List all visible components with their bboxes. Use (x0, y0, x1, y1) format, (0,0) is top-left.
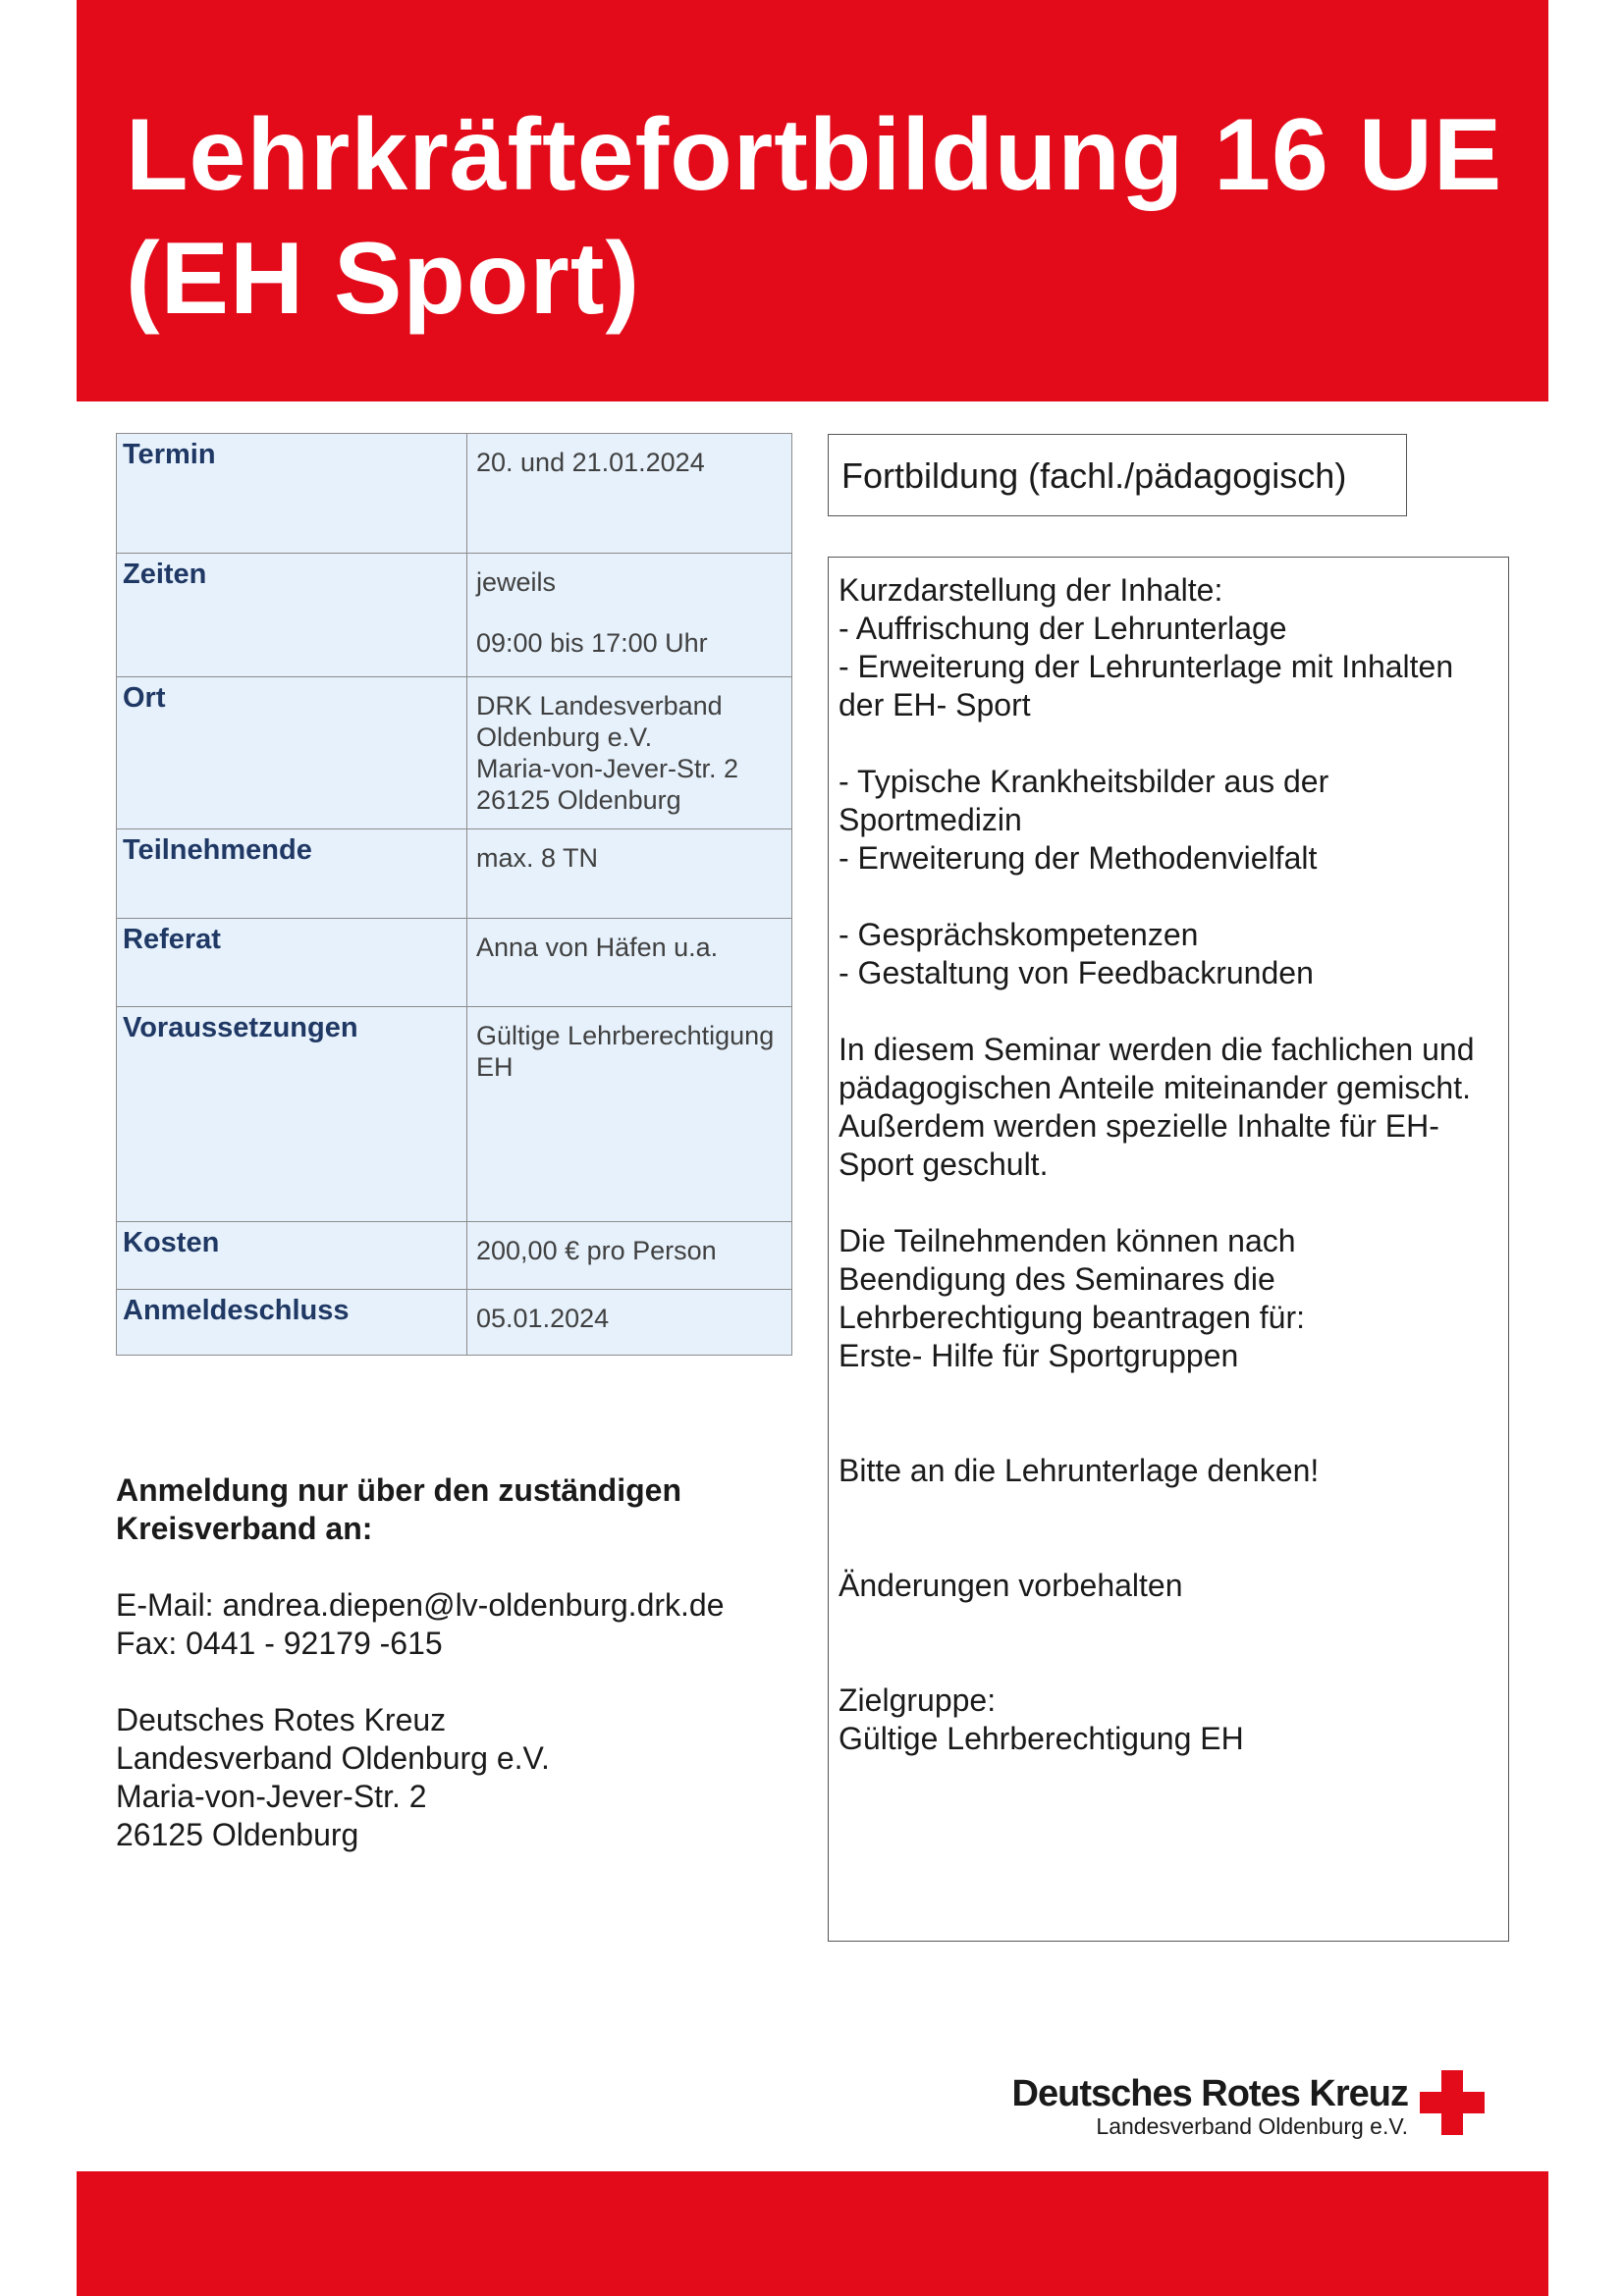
table-row (117, 919, 792, 1007)
row-value-teilnehmende (467, 829, 792, 919)
content-paragraph: Lehrberechtigung beantragen für: (839, 1300, 1306, 1335)
row-value-voraussetzungen (467, 1007, 792, 1222)
zeiten-value-2: 09:00 bis 17:00 Uhr (476, 628, 708, 658)
target-label: Zielgruppe: (839, 1682, 997, 1718)
registration-heading: Anmeldung nur über den zuständigen (116, 1472, 681, 1508)
table-row (117, 1007, 792, 1222)
anmeldeschluss-value: 05.01.2024 (476, 1304, 610, 1333)
title-line-2: (EH Sport) (126, 222, 641, 336)
row-label-referat: Referat (117, 919, 467, 1007)
drk-logo (972, 2068, 1488, 2141)
row-value-kosten (467, 1222, 792, 1290)
content-paragraph: pädagogischen Anteile miteinander gemischt. (839, 1070, 1471, 1105)
ort-value-1: DRK Landesverband (476, 691, 723, 721)
row-value-zeiten (467, 554, 792, 677)
content-paragraph: Sport geschult. (839, 1147, 1049, 1182)
content-item: - Erweiterung der Lehrunterlage mit Inhalten (839, 649, 1454, 684)
page-title (126, 93, 1502, 341)
row-label-teilnehmende: Teilnehmende (117, 829, 467, 919)
row-label-ort: Ort (117, 677, 467, 829)
content-item: Sportmedizin (839, 802, 1022, 837)
table-row (117, 554, 792, 677)
row-label-termin: Termin (117, 434, 467, 554)
red-cross-icon (1420, 2070, 1485, 2135)
referat-value: Anna von Häfen u.a. (476, 933, 719, 962)
zeiten-value-1: jeweils (476, 567, 557, 597)
ort-value-4: 26125 Oldenburg (476, 785, 681, 815)
ort-value-2: Oldenburg e.V. (476, 722, 653, 752)
table-row (117, 434, 792, 554)
address-line: Landesverband Oldenburg e.V. (116, 1740, 550, 1776)
footer-banner (77, 2171, 1548, 2296)
address-line: Maria-von-Jever-Str. 2 (116, 1779, 427, 1814)
address-line: 26125 Oldenburg (116, 1817, 359, 1852)
info-table (116, 433, 792, 1356)
registration-heading: Kreisverband an: (116, 1511, 373, 1546)
teilnehmende-value: max. 8 TN (476, 843, 599, 873)
content-item: der EH- Sport (839, 687, 1031, 722)
voraussetzungen-value-2: EH (476, 1052, 514, 1082)
content-item: - Erweiterung der Methodenvielfalt (839, 840, 1318, 876)
row-value-termin (467, 434, 792, 554)
content-paragraph: Außerdem werden spezielle Inhalte für EH- (839, 1108, 1439, 1144)
row-label-kosten: Kosten (117, 1222, 467, 1290)
termin-value: 20. und 21.01.2024 (476, 448, 705, 477)
ort-value-3: Maria-von-Jever-Str. 2 (476, 754, 739, 783)
changes-text: Änderungen vorbehalten (839, 1568, 1183, 1603)
table-row (117, 829, 792, 919)
table-row (117, 677, 792, 829)
category-box: Fortbildung (fachl./pädagogisch) (828, 434, 1407, 516)
kosten-value: 200,00 € pro Person (476, 1236, 717, 1265)
row-label-zeiten: Zeiten (117, 554, 467, 677)
title-line-1: Lehrkräftefortbildung 16 UE (126, 98, 1503, 212)
logo-name: Deutsches Rotes Kreuz (1011, 2073, 1408, 2114)
content-paragraph: Erste- Hilfe für Sportgruppen (839, 1338, 1239, 1373)
registration-fax: Fax: 0441 - 92179 -615 (116, 1626, 443, 1661)
content-paragraph: Die Teilnehmenden können nach (839, 1223, 1296, 1258)
row-value-ort (467, 677, 792, 829)
row-label-anmeldeschluss: Anmeldeschluss (117, 1290, 467, 1356)
voraussetzungen-value-1: Gültige Lehrberechtigung (476, 1021, 775, 1050)
registration-section (116, 1471, 784, 1854)
content-paragraph: Beendigung des Seminares die (839, 1261, 1275, 1297)
logo-subtitle: Landesverband Oldenburg e.V. (1096, 2113, 1408, 2139)
content-item: - Gestaltung von Feedbackrunden (839, 955, 1314, 990)
content-item: - Gesprächskompetenzen (839, 917, 1199, 952)
row-label-voraussetzungen: Voraussetzungen (117, 1007, 467, 1222)
table-row (117, 1222, 792, 1290)
content-heading: Kurzdarstellung der Inhalte: (839, 572, 1223, 608)
content-box (828, 557, 1509, 1942)
table-row (117, 1290, 792, 1356)
row-value-referat (467, 919, 792, 1007)
content-paragraph: In diesem Seminar werden die fachlichen und (839, 1032, 1475, 1067)
content-item: - Auffrischung der Lehrunterlage (839, 611, 1287, 646)
target-value: Gültige Lehrberechtigung EH (839, 1721, 1244, 1756)
registration-email: E-Mail: andrea.diepen@lv-oldenburg.drk.de (116, 1587, 725, 1623)
reminder-text: Bitte an die Lehrunterlage denken! (839, 1453, 1320, 1488)
address-line: Deutsches Rotes Kreuz (116, 1702, 447, 1737)
content-item: - Typische Krankheitsbilder aus der (839, 764, 1329, 799)
row-value-anmeldeschluss (467, 1290, 792, 1356)
